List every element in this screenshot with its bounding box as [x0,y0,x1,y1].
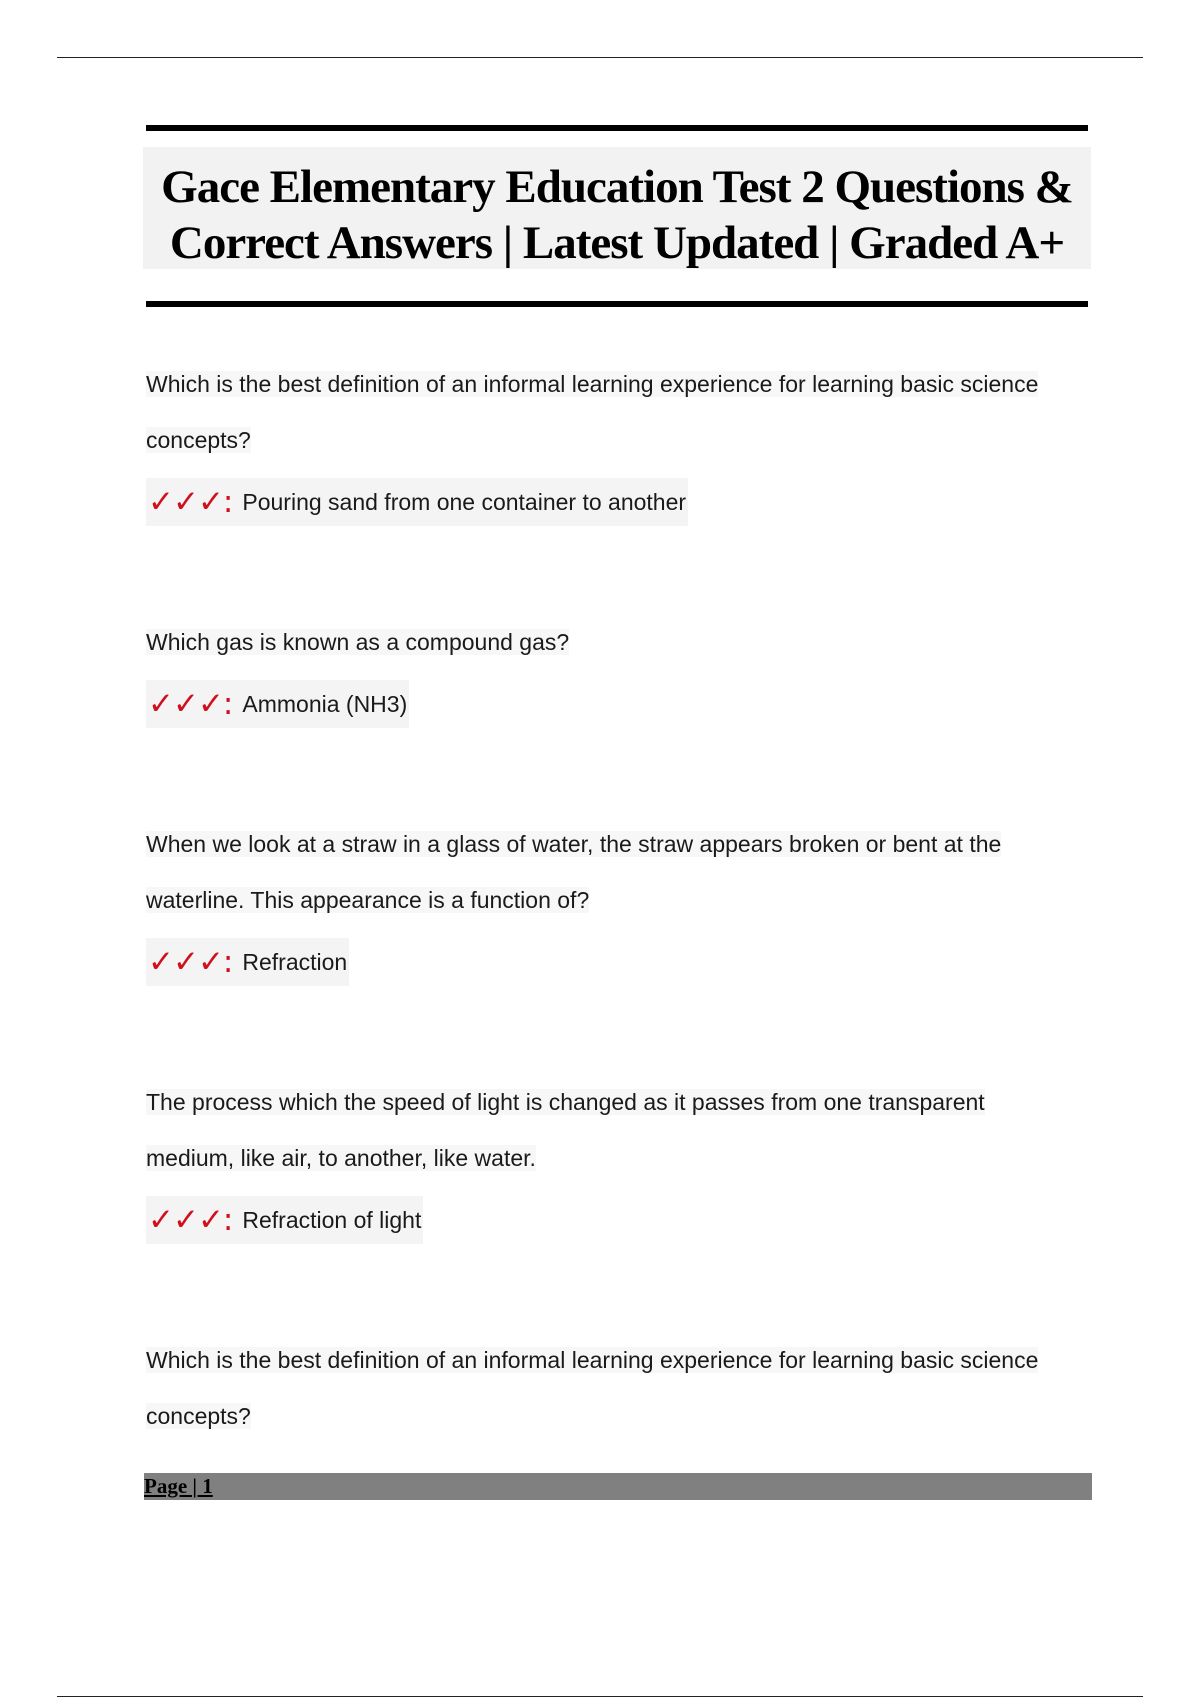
answer-row [146,680,409,728]
title-background [143,147,1091,269]
question-text [146,1332,1092,1444]
qa-list [146,356,1092,1444]
question-line: Which is the best definition of an informal learning experience for learning basic science [146,371,1039,397]
question-text [146,356,1092,468]
page-footer-bar [144,1473,1092,1500]
answer-text: Pouring sand from one container to another [242,488,687,515]
page-bottom-rule [57,1696,1143,1697]
question-line: Which is the best definition of an informal learning experience for learning basic science [146,1347,1039,1373]
question-line: waterline. This appearance is a function of? [146,887,590,913]
question-line: medium, like air, to another, like water. [146,1145,536,1171]
page-top-rule [57,57,1143,58]
check-marks-icon: ✓✓✓: [148,1202,233,1238]
question-text [146,614,1092,670]
question-line: concepts? [146,1403,251,1429]
title-top-rule [146,125,1088,131]
check-marks-icon: ✓✓✓: [148,686,233,722]
title-line-2: Correct Answers | Latest Updated | Graded A+ [169,217,1065,269]
title-line-1: Gace Elementary Education Test 2 Questions & [161,161,1073,213]
question-text [146,1074,1092,1186]
check-marks-icon: ✓✓✓: [148,484,233,520]
answer-text: Ammonia (NH3) [242,690,408,717]
question-line: concepts? [146,427,251,453]
qa-item-3 [146,816,1092,986]
answer-text: Refraction of light [242,1206,422,1233]
question-line: The process which the speed of light is changed as it passes from one transparent [146,1089,985,1115]
question-text [146,816,1092,928]
qa-item-2 [146,614,1092,728]
title-block [146,125,1088,307]
question-line: Which gas is known as a compound gas? [146,629,570,655]
answer-row [146,1196,423,1244]
answer-row [146,478,688,526]
document-title [143,159,1091,271]
question-line: When we look at a straw in a glass of water, the straw appears broken or bent at the [146,831,1002,857]
answer-row [146,938,349,986]
qa-item-5 [146,1332,1092,1444]
title-bottom-rule [146,301,1088,307]
qa-item-4 [146,1074,1092,1244]
qa-item-1 [146,356,1092,526]
answer-text: Refraction [242,948,348,975]
check-marks-icon: ✓✓✓: [148,944,233,980]
page-number: Page | 1 [144,1474,213,1498]
